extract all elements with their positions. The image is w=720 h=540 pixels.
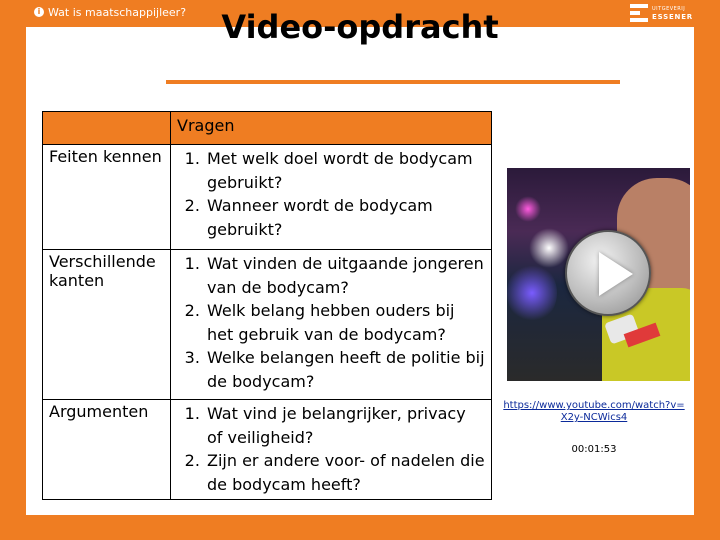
table-row [43, 145, 492, 250]
logo-line2: ESSENER [652, 13, 693, 21]
row-label: Feiten kennen [43, 145, 171, 250]
question-item: 1. Met welk doel wordt de bodycam gebruikt? [205, 147, 485, 194]
play-button[interactable] [565, 230, 651, 316]
table-header-row [43, 112, 492, 145]
questions-table [42, 111, 492, 500]
video-link[interactable]: https://www.youtube.com/watch?v=X2y-NCWics4 [503, 400, 685, 423]
row-questions [171, 400, 492, 500]
stage-light [507, 263, 557, 323]
row-label: Verschillende kanten [43, 250, 171, 400]
title-underline [166, 80, 620, 84]
row-questions [171, 145, 492, 250]
breadcrumb-label: Wat is maatschappijleer? [48, 5, 187, 19]
table-row [43, 250, 492, 400]
table-row [43, 400, 492, 500]
table-header-cell [43, 112, 171, 145]
question-item: 1. Wat vind je belangrijker, privacy of veiligheid? [205, 402, 485, 449]
stage-light [515, 196, 541, 222]
play-icon [599, 252, 633, 296]
question-item: 2. Zijn er andere voor- of nadelen die de bodycam heeft? [205, 449, 485, 496]
table-header-vragen: Vragen [171, 112, 492, 145]
question-item: 2. Welk belang hebben ouders bij het gebruik van de bodycam? [205, 299, 485, 346]
question-item: 2. Wanneer wordt de bodycam gebruikt? [205, 194, 485, 241]
question-item: 1. Wat vinden de uitgaande jongeren van de bodycam? [205, 252, 485, 299]
video-thumbnail[interactable] [507, 168, 690, 381]
stage-light [529, 228, 569, 268]
question-item: 3. Welke belangen heeft de politie bij de bodycam? [205, 346, 485, 393]
slide-title: Video-opdracht [221, 8, 499, 46]
video-duration: 00:01:53 [571, 444, 617, 455]
row-questions [171, 250, 492, 400]
logo-line1: UITGEVERIJ [652, 6, 686, 12]
row-label: Argumenten [43, 400, 171, 500]
info-dot-icon: i [34, 7, 44, 17]
